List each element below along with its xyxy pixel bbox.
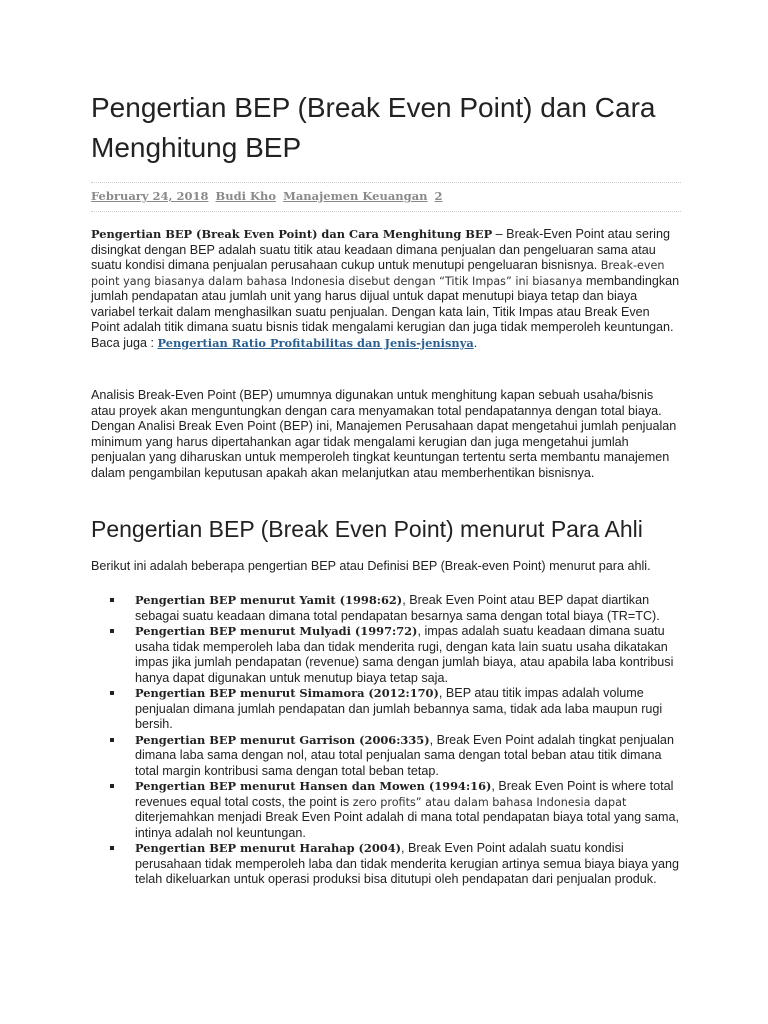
list-item — [135, 733, 681, 780]
expert-name: Pengertian BEP menurut Hansen dan Mowen (1994:16) — [135, 779, 492, 793]
analysis-paragraph: Analisis Break-Even Point (BEP) umumnya digunakan untuk menghitung kapan sebuah usaha/bisnis atau proyek akan menguntungkan dengan cara menyamakan total pendapatannya dengan total biaya. Dengan Analisi Break Even Point (BEP) ini, Manajemen Perusahaan dapat mengetahui jumlah penjualan minimum yang harus dipertahankan agar tidak mengalami kerugian dan juga mengetahui jumlah penjualan yang diharuskan untuk memperoleh tingkat keuntungan tertentu serta membantu manajemen dalam pengambilan keputusan apakah akan melanjutkan atau memberhentikan bisnisnya. — [91, 388, 677, 480]
expert-text: , BEP atau titik impas adalah volume penjualan dimana jumlah pendapatan dan jumlah bebannya sama, tidak ada laba maupun rugi bersih. — [135, 686, 663, 731]
post-date-link[interactable]: February 24, 2018 — [91, 189, 209, 203]
post-meta — [91, 188, 446, 204]
intro-text-alt: Break-even point yang biasanya dalam bahasa Indonesia disebut dengan “Titik Impas” ini biasanya — [91, 259, 665, 288]
list-item — [135, 686, 681, 733]
see-also-end: . — [473, 335, 478, 350]
expert-name: Pengertian BEP menurut Garrison (2006:335) — [135, 732, 430, 747]
bullet-icon — [110, 691, 114, 695]
expert-text: , Break Even Point adalah suatu kondisi perusahaan tidak memperoleh laba dan tidak menderita kerugian artinya semua biaya biaya yang telah dikeluarkan untuk operasi produksi bisa ditutupi oleh pendapatan dari penjualan produk. — [135, 841, 679, 886]
bullet-icon — [110, 846, 114, 850]
bullet-icon — [110, 629, 114, 633]
list-item — [135, 624, 681, 686]
list-item — [135, 841, 681, 888]
intro-paragraph — [91, 227, 681, 351]
see-also-label: Baca juga : — [91, 335, 158, 350]
expert-text: , impas adalah suatu keadaan dimana suatu usaha tidak memperoleh laba dan tidak menderita rugi, dengan kata lain suatu usaha dikatakan impas jika jumlah pendapatan (revenue) sama dengan jumlah biaya, atau apabila laba kontribusi hanya dapat digunakan untuk menutup biaya tetap saja. — [135, 624, 674, 685]
divider-top — [91, 182, 681, 183]
expert-text-2: diterjemahkan menjadi Break Even Point adalah di mana total pendapatan biaya total yang sama, intinya adalah nol keuntungan. — [135, 810, 679, 840]
post-author-link[interactable]: Budi Kho — [215, 189, 277, 203]
intro-text-1: – Break-Even Point atau sering disingkat dengan BEP adalah suatu titik atau keadaan dimana penjualan dan pengeluaran sama atau suatu kondisi dimana penjualan perusahaan cukup untuk menutupi pengeluaran bisnisnya. — [91, 227, 670, 272]
expert-name: Pengertian BEP menurut Simamora (2012:170) — [135, 686, 439, 700]
section-intro: Berikut ini adalah beberapa pengertian BEP atau Definisi BEP (Break-even Point) menurut para ahli. — [91, 559, 651, 573]
expert-name: Pengertian BEP menurut Mulyadi (1997:72) — [135, 624, 418, 638]
divider-bottom — [91, 211, 681, 212]
post-category-link[interactable]: Manajemen Keuangan — [283, 189, 428, 203]
expert-name: Pengertian BEP menurut Yamit (1998:62) — [135, 593, 403, 607]
bullet-icon — [110, 784, 114, 788]
expert-text: , Break Even Point is where total revenues equal total costs, the point is — [135, 779, 674, 809]
bullet-icon — [110, 738, 114, 742]
intro-lead: Pengertian BEP (Break Even Point) dan Cara Menghitung BEP — [91, 227, 493, 241]
list-item — [135, 593, 681, 624]
intro-text-2: membandingkan jumlah pendapatan atau jumlah unit yang harus dijual untuk dapat menutupi biaya tetap dan biaya variabel terkait dalam menghasilkan suatu penjualan. Dengan kata lain, Titik Impas atau Break Even Point adalah titik dimana suatu bisnis tidak mengalami kerugian dan juga tidak memperoleh keuntungan. — [91, 273, 680, 334]
expert-name: Pengertian BEP menurut Harahap (2004) — [135, 841, 402, 855]
post-comments-link[interactable]: 2 — [434, 189, 443, 203]
section-heading: Pengertian BEP (Break Even Point) menurut Para Ahli — [91, 516, 643, 542]
experts-list — [135, 593, 681, 888]
see-also-link[interactable]: Pengertian Ratio Profitabilitas dan Jenis-jenisnya — [157, 335, 474, 350]
expert-text-alt: zero profits” atau dalam bahasa Indonesia dapat — [352, 795, 627, 809]
expert-text: , Break Even Point adalah tingkat penjualan dimana laba sama dengan nol, atau total penjualan sama dengan total beban atau titik dimana total margin kontribusi sama dengan total beban tetap. — [135, 732, 674, 778]
page-title: Pengertian BEP (Break Even Point) dan Cara Menghitung BEP — [91, 92, 656, 163]
bullet-icon — [110, 598, 114, 602]
expert-text: , Break Even Point atau BEP dapat diartikan sebagai suatu keadaan dimana total pendapatan besarnya sama dengan total biaya (TR=TC). — [135, 593, 660, 623]
list-item — [135, 779, 681, 841]
